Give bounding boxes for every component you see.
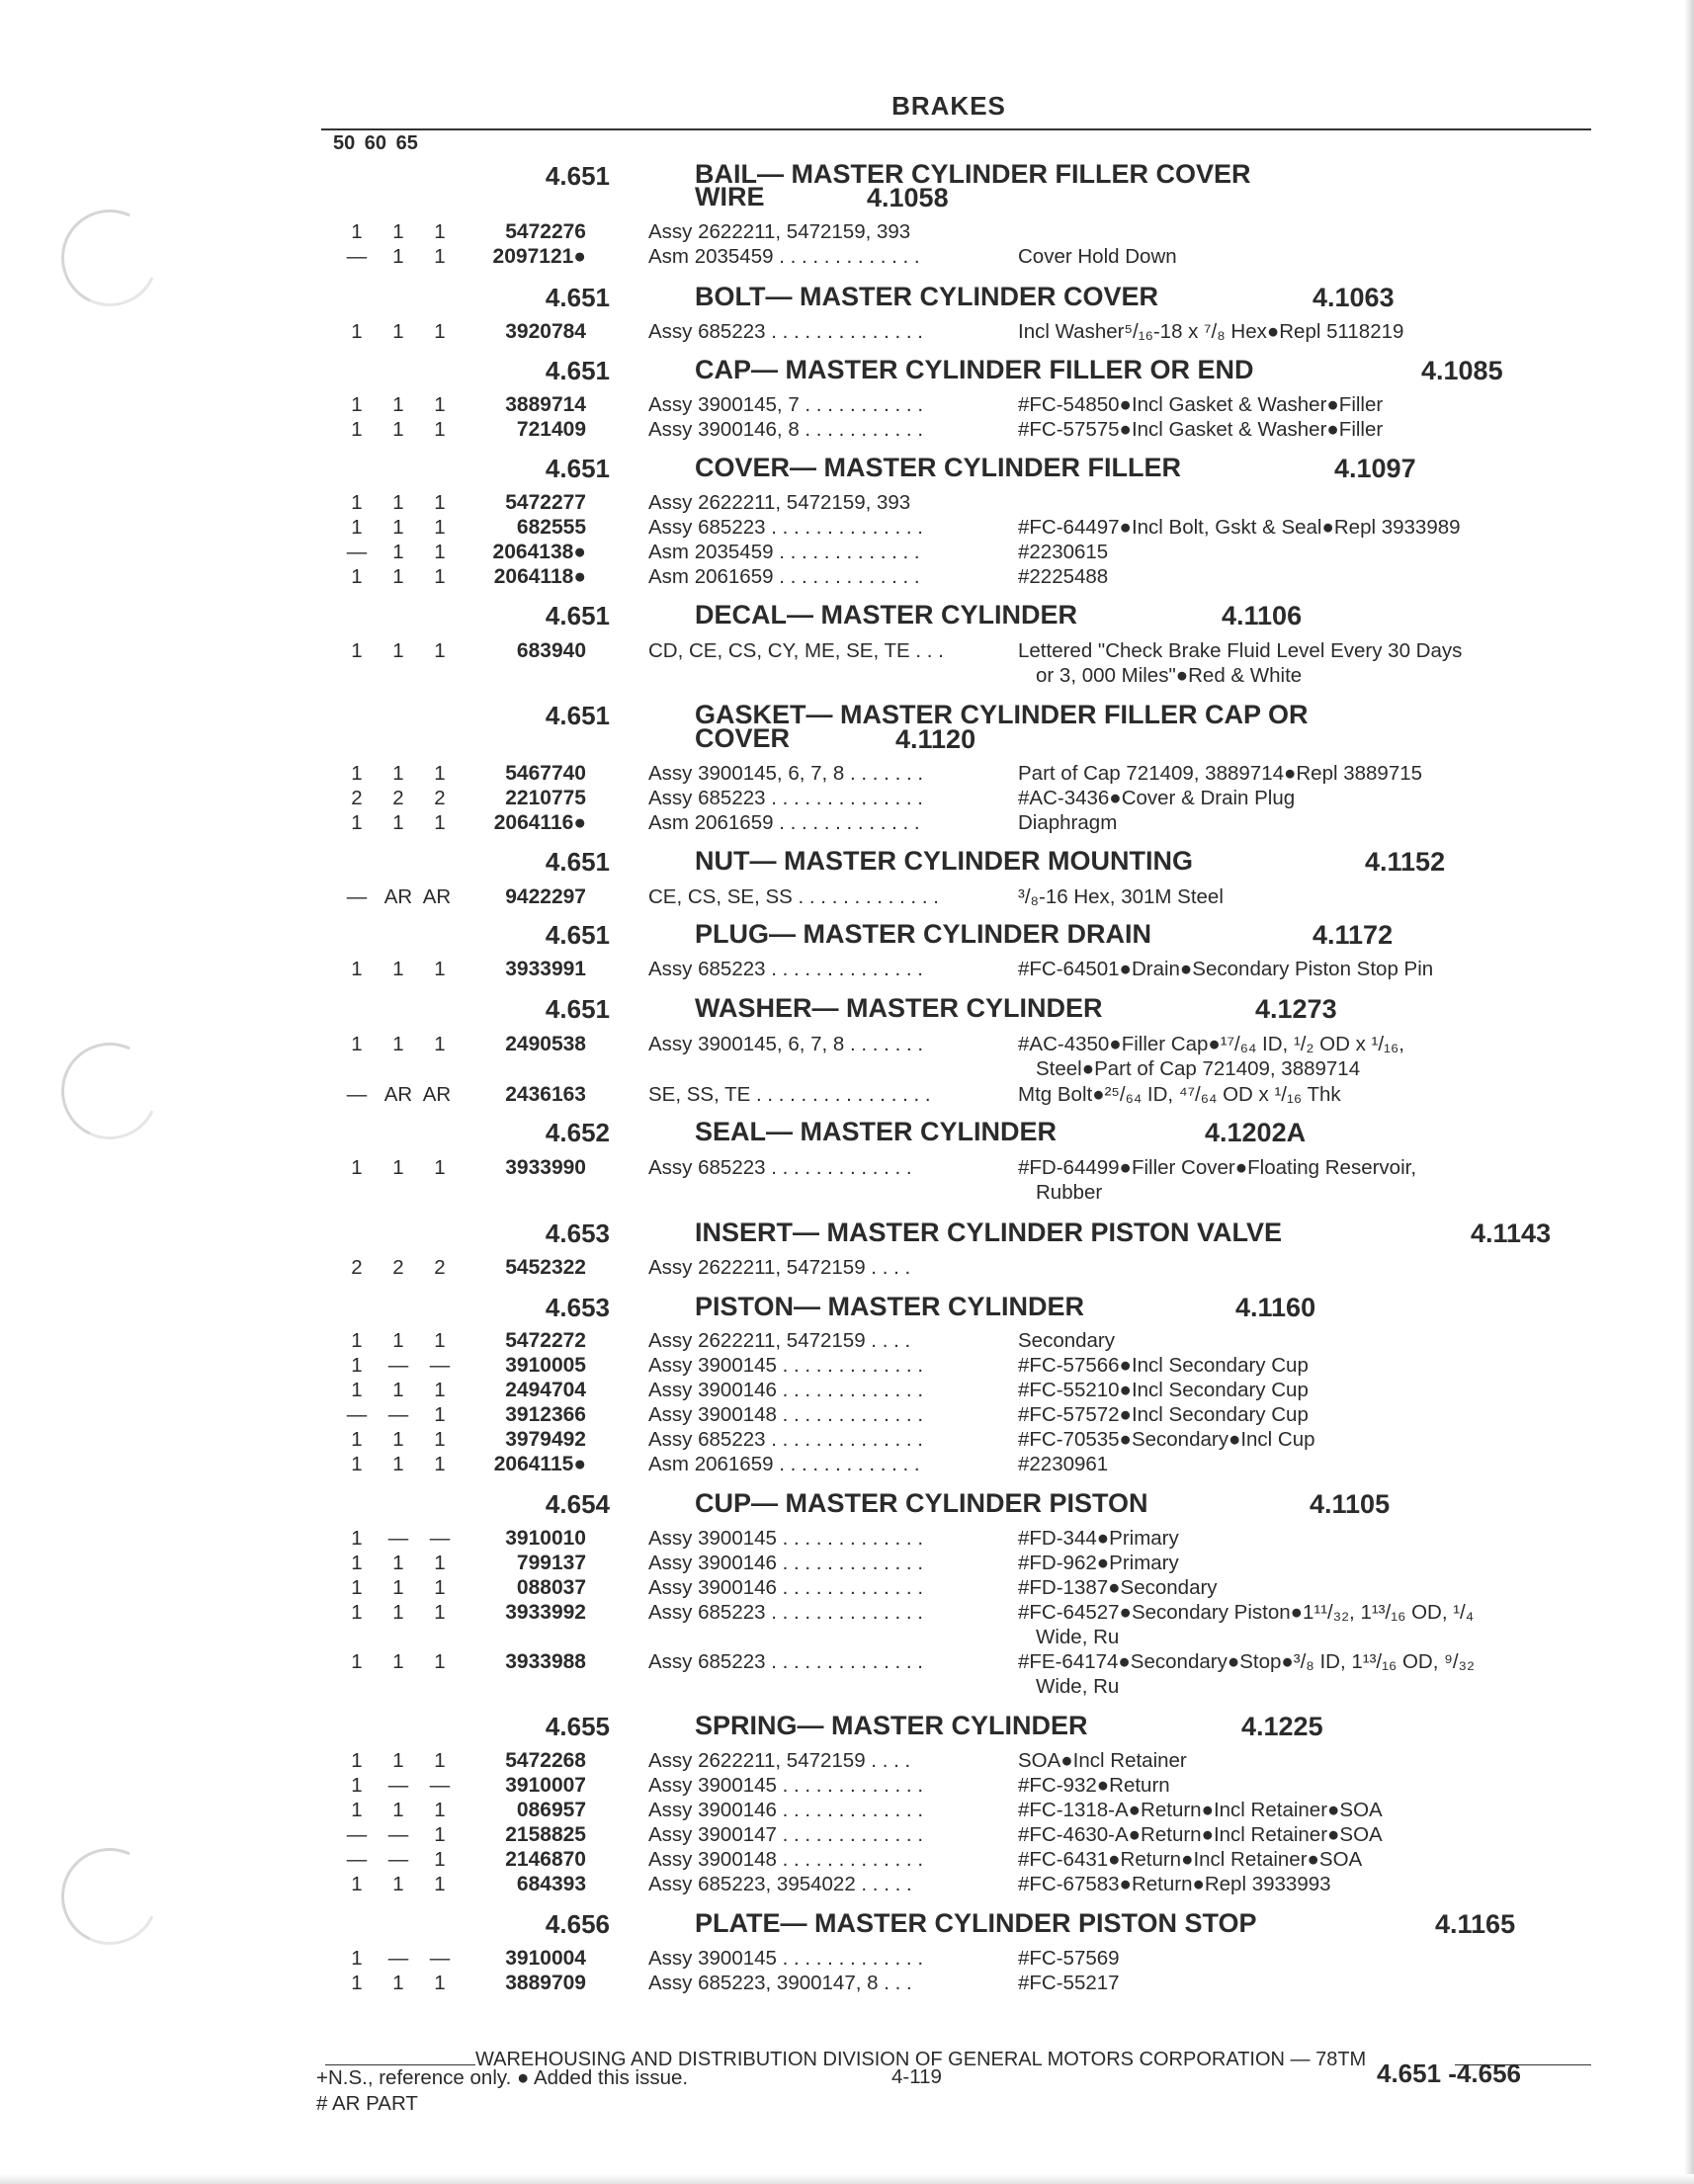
qty-60: 1 [392,541,404,563]
section-ref: 4.1273 [1255,994,1337,1024]
qty-50: — [346,1823,368,1846]
qty-65: 1 [434,1848,446,1871]
qty-60: — [387,1774,409,1797]
section-ref: 4.1172 [1313,920,1394,950]
section-number: 4.653 [545,1218,610,1248]
section-number: 4.651 [545,994,610,1024]
section-title: DECAL— MASTER CYLINDER [695,600,1078,630]
part-application: Asm 2061659 . . . . . . . . . . . . . [648,565,920,588]
paper-edge [1684,0,1694,2184]
part-number: 5472276 [505,220,586,243]
part-application: Asm 2035459 . . . . . . . . . . . . . [648,245,920,268]
qty-60: AR [383,1083,413,1106]
qty-50: 1 [351,1033,363,1055]
part-note: #FC-932●Return [1018,1774,1170,1797]
part-number: 3912366 [505,1403,586,1426]
qty-65: 1 [434,1576,446,1599]
section-title-cont: WIRE [695,182,765,211]
section-title: COVER— MASTER CYLINDER FILLER [695,453,1182,482]
qty-50: 2 [351,1256,363,1279]
part-note: Part of Cap 721409, 3889714●Repl 3889715 [1018,762,1423,785]
part-application: Assy 2622211, 5472159 . . . . [648,1256,911,1279]
qty-65: — [429,1947,451,1970]
qty-65: 1 [434,1453,446,1475]
part-number: 2064116● [493,811,586,834]
part-application: Assy 3900145, 7 . . . . . . . . . . . [648,393,924,416]
part-application: Assy 3900145 . . . . . . . . . . . . . [648,1527,924,1550]
footer-legend [316,2065,688,2117]
qty-60: 1 [392,1601,404,1624]
part-note: #FE-64174●Secondary●Stop●³/₈ ID, 1¹³/₁₆ OD, ⁹/₃₂ [1018,1650,1475,1673]
qty-65: 1 [434,1552,446,1574]
qty-50: 2 [351,787,363,809]
qty-50: 1 [351,1156,363,1179]
section-title: PISTON— MASTER CYLINDER [695,1292,1085,1321]
part-number: 3910004 [505,1947,586,1970]
part-number: 799137 [516,1552,586,1574]
qty-60: 1 [392,762,404,785]
part-note-cont: Wide, Ru [1036,1675,1120,1698]
qty-60: 1 [392,320,404,343]
section-number: 4.651 [545,454,610,483]
part-number: 5467740 [505,762,586,785]
qty-50: 1 [351,1650,363,1673]
part-number: 5452322 [505,1256,586,1279]
qty-65: 2 [434,787,446,809]
section-number: 4.655 [545,1712,610,1741]
qty-50: 1 [351,1873,363,1895]
qty-50: 1 [351,516,363,539]
qty-65: — [429,1527,451,1550]
part-note: #AC-3436●Cover & Drain Plug [1018,787,1296,809]
part-number: 3889714 [505,393,586,416]
qty-60: 1 [392,245,404,268]
part-note: #FC-57566●Incl Secondary Cup [1018,1354,1309,1377]
header-rule [321,128,1591,130]
part-number: 3889709 [505,1972,586,1994]
qty-50: — [346,1403,368,1426]
qty-60: — [387,1848,409,1871]
part-application: Assy 685223, 3900147, 8 . . . [648,1972,912,1994]
qty-65: 1 [434,393,446,416]
qty-60: — [387,1354,409,1377]
part-application: Assy 3900146 . . . . . . . . . . . . . [648,1379,924,1401]
qty-60: 1 [392,1552,404,1574]
part-note: Secondary [1018,1329,1116,1352]
qty-60: 2 [392,787,404,809]
qty-65: 1 [434,1379,446,1401]
section-title: SPRING— MASTER CYLINDER [695,1711,1088,1740]
part-number: 684393 [516,1873,586,1895]
section-title: BOLT— MASTER CYLINDER COVER [695,282,1159,311]
qty-65: 1 [434,1873,446,1895]
qty-65: 1 [434,1329,446,1352]
section-ref: 4.1058 [867,183,949,212]
part-note: Lettered "Check Brake Fluid Level Every 30 Days [1018,639,1463,662]
part-note: #FC-70535●Secondary●Incl Cup [1018,1428,1315,1451]
part-application: Assy 3900147 . . . . . . . . . . . . . [648,1823,924,1846]
qty-65: 1 [434,245,446,268]
part-number: 682555 [516,516,586,539]
section-ref: 4.1105 [1310,1489,1391,1519]
legend-line: +N.S., reference only. ● Added this issue. [316,2066,689,2089]
part-application: Asm 2061659 . . . . . . . . . . . . . [648,811,920,834]
section-number: 4.656 [545,1909,610,1939]
qty-60: 1 [392,1329,404,1352]
part-note: #FC-55210●Incl Secondary Cup [1018,1379,1309,1401]
qty-60: 1 [392,393,404,416]
section-ref: 4.1143 [1471,1218,1552,1248]
section-title: WASHER— MASTER CYLINDER [695,993,1103,1023]
section-ref: 4.1160 [1235,1293,1316,1322]
section-number: 4.651 [545,701,610,730]
section-number: 4.651 [545,283,610,312]
qty-50: 1 [351,811,363,834]
part-note: #FD-64499●Filler Cover●Floating Reservoir, [1018,1156,1417,1179]
qty-65: 1 [434,491,446,514]
part-number: 3910005 [505,1354,586,1377]
part-application: Assy 3900148 . . . . . . . . . . . . . [648,1403,924,1426]
section-title: GASKET— MASTER CYLINDER FILLER CAP OR [695,700,1309,729]
section-ref: 4.1152 [1365,847,1446,877]
qty-65: — [429,1354,451,1377]
part-note: #FC-6431●Return●Incl Retainer●SOA [1018,1848,1363,1871]
qty-60: 1 [392,418,404,441]
part-number: 088037 [516,1576,586,1599]
qty-50: 1 [351,220,363,243]
part-number: 2097121● [492,245,586,268]
qty-60: — [387,1403,409,1426]
page-range: 4.651 -4.656 [1377,2058,1522,2088]
qty-50: 1 [351,1354,363,1377]
part-application: Assy 685223 . . . . . . . . . . . . . . [648,1601,924,1624]
part-note-cont: Steel●Part of Cap 721409, 3889714 [1036,1057,1361,1080]
part-number: 3910010 [505,1527,586,1550]
qty-50: 1 [351,418,363,441]
section-ref: 4.1097 [1334,454,1416,483]
part-application: Assy 685223 . . . . . . . . . . . . . . [648,1650,924,1673]
part-application: Assy 685223 . . . . . . . . . . . . . . [648,320,924,343]
part-number: 3979492 [505,1428,586,1451]
qty-65: 1 [434,1749,446,1772]
part-application: Assy 685223 . . . . . . . . . . . . . . [648,787,924,809]
section-title: INSERT— MASTER CYLINDER PISTON VALVE [695,1218,1283,1247]
part-number: 9422297 [505,885,586,908]
part-number: 3933992 [505,1601,586,1624]
part-note: #FC-64497●Incl Bolt, Gskt & Seal●Repl 3933989 [1018,516,1461,539]
qty-60: — [387,1527,409,1550]
part-application: Assy 2622211, 5472159 . . . . [648,1749,911,1772]
qty-50: 1 [351,1576,363,1599]
part-number: 3910007 [505,1774,586,1797]
qty-50: 1 [351,393,363,416]
qty-65: 1 [434,811,446,834]
qty-60: 1 [392,1576,404,1599]
footer-division: WAREHOUSING AND DISTRIBUTION DIVISION OF GENERAL MOTORS CORPORATION — 78TM [475,2049,1367,2070]
part-application: Assy 2622211, 5472159, 393 [648,491,911,514]
part-application: Assy 685223 . . . . . . . . . . . . . [648,1156,912,1179]
qty-65: 1 [434,1033,446,1055]
part-note: #2225488 [1018,565,1109,588]
qty-50: — [346,1083,368,1106]
part-number: 5472277 [505,491,586,514]
qty-50: 1 [351,1749,363,1772]
qty-65: AR [422,1083,452,1106]
qty-65: 1 [434,320,446,343]
part-note: #FC-64501●Drain●Secondary Piston Stop Pin [1018,958,1434,980]
qty-50: — [346,245,368,268]
qty-65: AR [422,885,452,908]
part-application: CD, CE, CS, CY, ME, SE, TE . . . [648,639,944,662]
section-number: 4.651 [545,161,610,191]
qty-65: 1 [434,1650,446,1673]
binder-hole [47,196,172,320]
qty-50: 1 [351,320,363,343]
part-number: 2146870 [505,1848,586,1871]
part-note: #FC-1318-A●Return●Incl Retainer●SOA [1018,1799,1383,1821]
part-note: #FC-4630-A●Return●Incl Retainer●SOA [1018,1823,1383,1846]
part-number: 2494704 [505,1379,586,1401]
part-note: #FC-57575●Incl Gasket & Washer●Filler [1018,418,1384,441]
qty-50: 1 [351,1552,363,1574]
part-note: #FD-344●Primary [1018,1527,1179,1550]
qty-60: — [387,1823,409,1846]
qty-60: 1 [392,1749,404,1772]
part-number: 2210775 [505,787,586,809]
section-number: 4.651 [545,356,610,385]
qty-50: 1 [351,762,363,785]
qty-60: 1 [392,516,404,539]
part-application: Assy 685223 . . . . . . . . . . . . . . [648,958,924,980]
part-note: #FC-57569 [1018,1947,1120,1970]
part-note: #FC-64527●Secondary Piston●1¹¹/₃₂, 1¹³/₁₆ OD, ¹/₄ [1018,1601,1475,1624]
part-number: 3933990 [505,1156,586,1179]
part-application: Assy 685223 . . . . . . . . . . . . . . [648,516,924,539]
section-number: 4.651 [545,601,610,630]
qty-60: AR [383,885,413,908]
qty-50: 1 [351,1527,363,1550]
part-note: #FC-55217 [1018,1972,1120,1994]
part-application: Assy 3900146 . . . . . . . . . . . . . [648,1576,924,1599]
qty-50: 1 [351,1453,363,1475]
section-title: PLATE— MASTER CYLINDER PISTON STOP [695,1908,1257,1938]
section-number: 4.651 [545,920,610,950]
qty-65: 1 [434,639,446,662]
paper-edge-bottom [0,2174,1694,2184]
qty-50: — [346,885,368,908]
part-number: 721409 [516,418,586,441]
part-application: CE, CS, SE, SS . . . . . . . . . . . . . [648,885,939,908]
part-note: #FC-57572●Incl Secondary Cup [1018,1403,1309,1426]
section-title: BAIL— MASTER CYLINDER FILLER COVER [695,159,1251,189]
part-note: #AC-4350●Filler Cap●¹⁷/₆₄ ID, ¹/₂ OD x ¹/₁₆, [1018,1033,1404,1055]
section-ref: 4.1085 [1421,356,1503,385]
qty-50: 1 [351,958,363,980]
part-application: Assy 3900146 . . . . . . . . . . . . . [648,1799,924,1821]
part-application: Assy 685223 . . . . . . . . . . . . . . [648,1428,924,1451]
part-number: 2064118● [493,565,586,588]
section-number: 4.653 [545,1293,610,1322]
part-note: #FD-1387●Secondary [1018,1576,1218,1599]
part-note: #FC-67583●Return●Repl 3933993 [1018,1873,1331,1895]
part-number: 2490538 [505,1033,586,1055]
section-title-cont: COVER [695,723,791,753]
qty-65: 2 [434,1256,446,1279]
qty-60: 1 [392,220,404,243]
qty-50: 1 [351,1947,363,1970]
part-note: Cover Hold Down [1018,245,1177,268]
part-note: Incl Washer⁵/₁₆-18 x ⁷/₈ Hex●Repl 5118219 [1018,320,1404,343]
part-number: 3920784 [505,320,586,343]
part-application: Asm 2061659 . . . . . . . . . . . . . [648,1453,920,1475]
qty-65: — [429,1774,451,1797]
qty-65: 1 [434,541,446,563]
qty-50: 1 [351,639,363,662]
qty-65: 1 [434,762,446,785]
part-application: Assy 2622211, 5472159 . . . . [648,1329,911,1352]
qty-65: 1 [434,418,446,441]
qty-60: 1 [392,491,404,514]
qty-60: 1 [392,1428,404,1451]
qty-50: 1 [351,1601,363,1624]
part-note: SOA●Incl Retainer [1018,1749,1187,1772]
section-ref: 4.1165 [1435,1909,1516,1939]
qty-60: — [387,1947,409,1970]
section-ref: 4.1106 [1222,601,1303,630]
binder-hole [47,1834,172,1959]
qty-50: 1 [351,1379,363,1401]
part-number: 2158825 [505,1823,586,1846]
page-number: 4-119 [891,2065,942,2088]
section-title: CAP— MASTER CYLINDER FILLER OR END [695,355,1254,384]
part-number: 2436163 [505,1083,586,1106]
qty-65: 1 [434,1799,446,1821]
qty-65: 1 [434,516,446,539]
section-number: 4.654 [545,1489,610,1519]
section-title: NUT— MASTER CYLINDER MOUNTING [695,846,1193,876]
section-title: CUP— MASTER CYLINDER PISTON [695,1488,1148,1518]
part-application: Assy 3900145, 6, 7, 8 . . . . . . . [648,762,924,785]
qty-60: 1 [392,1972,404,1994]
qty-60: 1 [392,1650,404,1673]
qty-50: 1 [351,1774,363,1797]
part-note-cont: Wide, Ru [1036,1626,1120,1648]
part-number: 2064138● [492,541,586,563]
qty-60: 1 [392,1156,404,1179]
part-number: 3933988 [505,1650,586,1673]
qty-60: 2 [392,1256,404,1279]
qty-60: 1 [392,958,404,980]
qty-60: 1 [392,565,404,588]
section-ref: 4.1063 [1313,283,1395,312]
qty-60: 1 [392,639,404,662]
part-application: Asm 2035459 . . . . . . . . . . . . . [648,541,920,563]
part-note: Diaphragm [1018,811,1118,834]
qty-65: 1 [434,1156,446,1179]
section-title: SEAL— MASTER CYLINDER [695,1117,1058,1146]
section-number: 4.651 [545,847,610,877]
part-application: Assy 3900146, 8 . . . . . . . . . . . [648,418,924,441]
part-application: Assy 3900145 . . . . . . . . . . . . . [648,1354,924,1377]
binder-hole [47,1029,172,1153]
section-ref: 4.1120 [895,724,976,754]
qty-65: 1 [434,958,446,980]
part-application: Assy 3900148 . . . . . . . . . . . . . [648,1848,924,1871]
qty-60: 1 [392,1033,404,1055]
part-number: 086957 [516,1799,586,1821]
qty-65: 1 [434,1403,446,1426]
part-application: Assy 685223, 3954022 . . . . . [648,1873,912,1895]
part-number: 5472268 [505,1749,586,1772]
part-application: Assy 2622211, 5472159, 393 [648,220,911,243]
qty-50: 1 [351,1799,363,1821]
qty-65: 1 [434,565,446,588]
qty-65: 1 [434,1972,446,1994]
qty-50: 1 [351,1972,363,1994]
part-number: 3933991 [505,958,586,980]
qty-50: 1 [351,1428,363,1451]
part-application: SE, SS, TE . . . . . . . . . . . . . . . . [648,1083,931,1106]
qty-65: 1 [434,1601,446,1624]
part-note-cont: or 3, 000 Miles"●Red & White [1036,664,1303,687]
part-number: 5472272 [505,1329,586,1352]
qty-50: 1 [351,491,363,514]
page-title: BRAKES [891,91,1006,121]
section-title: PLUG— MASTER CYLINDER DRAIN [695,919,1152,949]
qty-60: 1 [392,1379,404,1401]
qty-60: 1 [392,1873,404,1895]
part-application: Assy 3900145 . . . . . . . . . . . . . [648,1774,924,1797]
qty-50: 1 [351,565,363,588]
part-note: #2230615 [1018,541,1109,563]
qty-60: 1 [392,811,404,834]
section-number: 4.652 [545,1118,610,1147]
part-application: Assy 3900145 . . . . . . . . . . . . . [648,1947,924,1970]
part-application: Assy 3900145, 6, 7, 8 . . . . . . . [648,1033,924,1055]
qty-65: 1 [434,1428,446,1451]
part-note: #2230961 [1018,1453,1109,1475]
legend-line: # AR PART [316,2092,418,2115]
part-note-cont: Rubber [1036,1181,1103,1204]
part-number: 683940 [516,639,586,662]
qty-60: 1 [392,1453,404,1475]
qty-60: 1 [392,1799,404,1821]
qty-50: — [346,1848,368,1871]
part-note: Mtg Bolt●²⁵/₆₄ ID, ⁴⁷/₆₄ OD x ¹/₁₆ Thk [1018,1083,1341,1106]
part-note: #FC-54850●Incl Gasket & Washer●Filler [1018,393,1384,416]
section-ref: 4.1225 [1241,1712,1323,1741]
qty-50: — [346,541,368,563]
qty-65: 1 [434,220,446,243]
section-ref: 4.1202A [1205,1118,1307,1147]
part-number: 2064115● [493,1453,586,1475]
part-application: Assy 3900146 . . . . . . . . . . . . . [648,1552,924,1574]
qty-50: 1 [351,1329,363,1352]
qty-65: 1 [434,1823,446,1846]
part-note: ³/₈-16 Hex, 301M Steel [1018,885,1224,908]
part-note: #FD-962●Primary [1018,1552,1179,1574]
model-year-header: 50 60 65 [333,132,418,154]
